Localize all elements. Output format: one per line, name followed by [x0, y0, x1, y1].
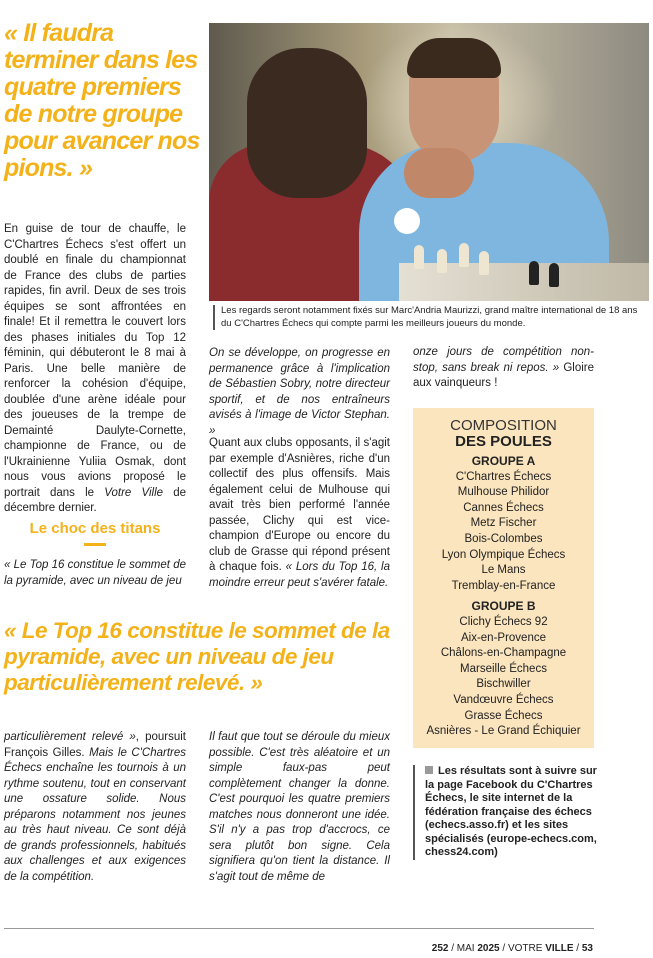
team-item: C'Chartres Échecs — [455, 470, 552, 483]
poules-box — [413, 408, 594, 748]
quote-continued: On se développe, on progresse en permanence grâce à l'implication de Sébastien Sobry, notre directeur sportif, et de nos entraîneurs avisés à l'image de Victor Stephan. » — [209, 347, 390, 437]
chess-photo — [209, 23, 649, 301]
team-item: Châlons-en-Champagne — [440, 647, 567, 660]
article-intro: En guise de tour de chauffe, le C'Chartres Échecs s'est offert un doublé en finale du championnat de France des clubs de parties rapides, fin avril. Deux de ses trois équipes se sont affrontées en finale! Et il remettra le couvert lors des phases initiales du Top 12 féminin, qui débuteront le 8 mai à Paris. Une belle manière de renforcer la cohésion d'équipe, doublée d'une arène idéale pour des joueuses de la trempe de Demainté Daulyte-Cornette, championne de France, ou de l'Ukrainienne Yuliia Osmak, dont nous vous avions proposé le portrait dans le Votre Ville de décembre dernier. — [4, 223, 187, 514]
team-item: Mulhouse Philidor — [457, 486, 550, 499]
results-info: Les résultats sont à suivre sur la page Facebook du C'Chartres Échecs, le site internet de la fédération française des échecs (echecs.asso.fr) et les sites spécialisés (europe-echecs.com, chess24.com) — [413, 765, 599, 860]
team-item: Bischwiller — [476, 678, 531, 691]
club-badge — [394, 208, 420, 234]
group-b-heading: GROUPE B — [471, 599, 536, 614]
page-footer: 252 / MAI 2025 / VOTRE VILLE / 53 — [431, 943, 593, 954]
poules-subtitle: DES POULES — [455, 433, 552, 450]
team-item: Metz Fischer — [470, 517, 537, 530]
team-item: Lyon Olympique Échecs — [441, 548, 566, 561]
team-item: Bois-Colombes — [464, 532, 543, 545]
article-quote-middle: Il faut que tout se déroule du mieux possible. C'est très aléatoire et un simple faux-pas peut complètement changer la donne. C'est pourquoi les quatre premiers matches nous donneront une idée. S'il n'y a pas trop d'accrocs, ce sera plutôt bon signe. Cela signifiera qu'on tient la distance. Il s'agit tout de même de — [209, 731, 390, 883]
team-item: Cannes Échecs — [463, 501, 544, 514]
pull-quote: « Il faudra terminer dans les quatre premiers de notre groupe pour avancer nos pions. » — [4, 19, 200, 182]
photo-caption: Les regards seront notamment fixés sur Marc'Andria Maurizzi, grand maître international de 18 ans du C'Chartres Échecs qui compte parmi les meilleurs joueurs du monde. — [213, 305, 643, 330]
article-opponents: Quant aux clubs opposants, il s'agit par exemple d'Asnières, riche d'un collectif des plus offensifs. Mais également celui de Mulhouse qui avait très bien performé l'année passée, Clichy qui est vice-champion d'Europe ou encore du club de Grasse qui répond présent à chaque fois. « Lors du Top 16, la moindre erreur peut s'avérer fatale. — [209, 437, 390, 589]
player-left-head — [247, 48, 367, 198]
team-item: Vandœuvre Échecs — [453, 693, 554, 706]
section-subhead: Le choc des titans — [29, 520, 161, 537]
team-item: Asnières - Le Grand Échiquier — [426, 725, 581, 738]
team-item: Grasse Échecs — [464, 709, 543, 722]
article-conclusion: onze jours de compétition non-stop, sans break ni repos. » Gloire aux vainqueurs ! — [413, 346, 595, 389]
poules-title: COMPOSITION — [450, 417, 557, 434]
player-right-hands — [404, 148, 474, 198]
team-item: Le Mans — [481, 564, 526, 577]
team-item: Aix-en-Provence — [460, 631, 546, 644]
footer-divider — [4, 928, 594, 929]
team-item: Clichy Échecs 92 — [459, 615, 548, 628]
group-a-heading: GROUPE A — [471, 454, 536, 468]
magazine-name: Votre Ville — [104, 486, 164, 499]
article-quote-continuation: particulièrement relevé », poursuit François Gilles. Mais le C'Chartres Échecs enchaîne les tournois à un rythme soutenu, tout en conservant une ossature solide. Nous préparons notamment nos jeunes au très haut niveau. Ce sont déjà de grands professionnels, habitués aux challenges et aux exigences de la compétition. — [4, 731, 186, 883]
subhead-underline — [84, 543, 106, 546]
square-bullet-icon — [425, 766, 433, 774]
team-item: Marseille Échecs — [460, 662, 547, 675]
big-pull-quote: « Le Top 16 constitue le sommet de la pyramide, avec un niveau de jeu particulièrement relevé. » — [4, 618, 390, 695]
quote-start: « Le Top 16 constitue le sommet de la pyramide, avec un niveau de jeu — [4, 559, 186, 587]
team-item: Tremblay-en-France — [451, 579, 556, 592]
